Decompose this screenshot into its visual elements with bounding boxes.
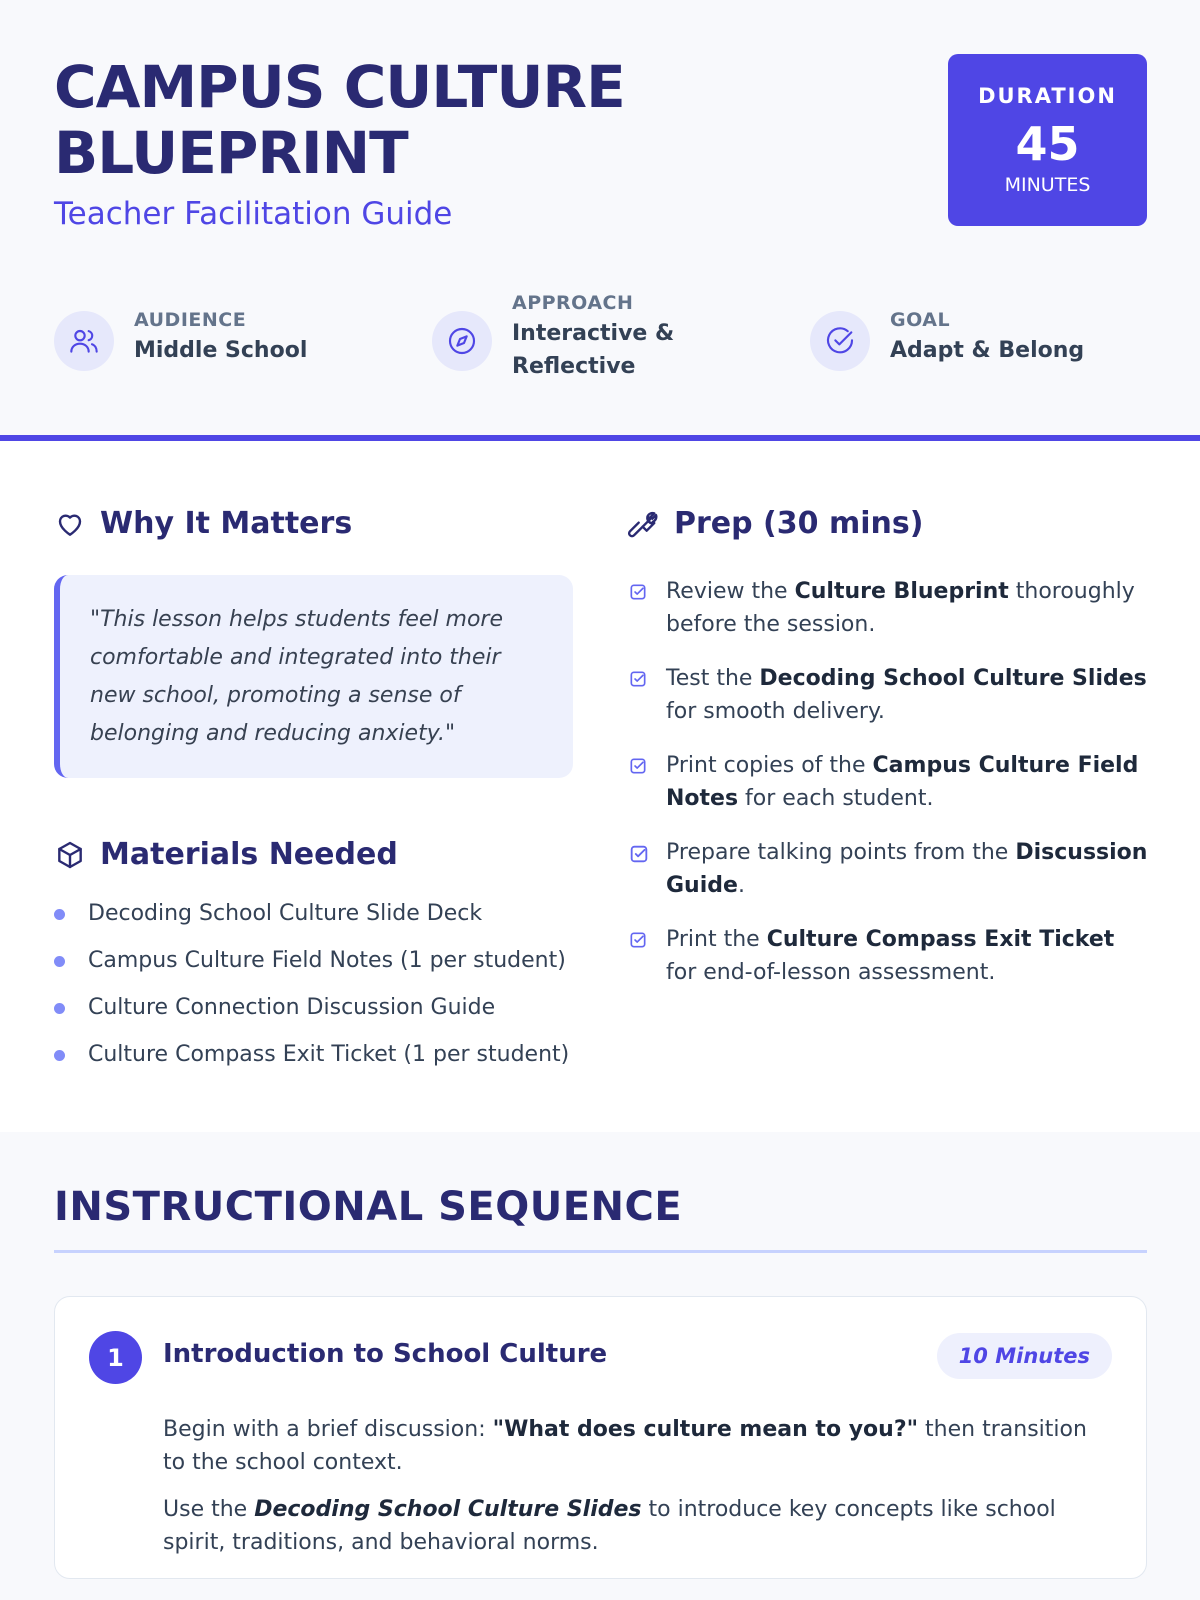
- prep-bold: Campus Culture Field Notes: [666, 753, 1139, 811]
- duration-value: 45: [1015, 117, 1080, 171]
- meta-audience: [54, 295, 384, 385]
- duration-unit: MINUTES: [1004, 174, 1091, 196]
- prep-text: Print copies of the: [666, 753, 873, 778]
- title-line-1: CAMPUS CULTURE: [54, 53, 625, 121]
- materials-list: [54, 900, 594, 1088]
- step-text: to introduce key concepts like school spirit, traditions, and behavioral norms.: [163, 1497, 1056, 1555]
- checkbox-icon: [628, 669, 648, 689]
- prep-text: .: [737, 873, 745, 898]
- title-line-2: BLUEPRINT: [54, 119, 408, 187]
- meta-goal: [810, 295, 1140, 385]
- users-icon: [54, 311, 114, 371]
- instructional-sequence: [0, 1132, 1200, 1600]
- page-title: [54, 54, 814, 186]
- why-heading: [54, 506, 352, 541]
- step-bold: "What does culture mean to you?": [492, 1417, 919, 1442]
- meta-value-line-2: Reflective: [512, 354, 636, 379]
- checkbox-icon: [628, 843, 650, 865]
- list-item: Culture Connection Discussion Guide: [54, 994, 594, 1041]
- list-item: Decoding School Culture Slide Deck: [54, 900, 594, 947]
- prep-text: Prepare talking points from the: [666, 840, 1016, 865]
- heart-icon: [54, 508, 86, 540]
- step-paragraph: [163, 1493, 1103, 1559]
- sequence-step: [54, 1296, 1147, 1579]
- compass-icon: [432, 311, 492, 371]
- checkbox-icon: [628, 930, 648, 950]
- step-text: then transition to the school context.: [163, 1417, 1087, 1475]
- prep-list: [628, 575, 1148, 1010]
- prep-heading-text: Prep (30 mins): [674, 506, 924, 541]
- prep-text: thoroughly before the session.: [666, 579, 1135, 637]
- prep-item: [628, 749, 1148, 815]
- box-icon: [54, 839, 86, 871]
- why-heading-text: Why It Matters: [100, 506, 353, 541]
- meta-label: AUDIENCE: [134, 309, 247, 331]
- duration-label: DURATION: [978, 84, 1117, 108]
- step-text: Use the: [163, 1497, 255, 1522]
- divider: [54, 1250, 1147, 1253]
- prep-text: Review the: [666, 579, 795, 604]
- meta-approach: [432, 292, 762, 385]
- step-title: Introduction to School Culture: [163, 1339, 608, 1369]
- step-paragraph: [163, 1413, 1103, 1479]
- prep-text: Print the: [666, 927, 767, 952]
- checkbox-icon: [628, 756, 648, 776]
- prep-heading: [628, 506, 923, 541]
- page-subtitle: Teacher Facilitation Guide: [54, 196, 453, 232]
- prep-bold: Culture Compass Exit Ticket: [766, 927, 1115, 952]
- prep-text: for end-of-lesson assessment.: [666, 960, 996, 985]
- list-item: Campus Culture Field Notes (1 per student): [54, 947, 594, 994]
- prep-bold: Discussion Guide: [666, 840, 1148, 898]
- check-circle-icon: [810, 311, 870, 371]
- why-quote: "This lesson helps students feel more comfortable and integrated into their new school, promoting a sense of belonging and reducing anxiety.": [54, 575, 573, 778]
- meta-value-line-1: Interactive &: [512, 321, 675, 346]
- wrench-icon: [628, 508, 660, 540]
- prep-bold: Culture Blueprint: [794, 579, 1009, 604]
- step-number: 1: [89, 1331, 142, 1384]
- step-text: Begin with a brief discussion:: [163, 1417, 493, 1442]
- list-item: Culture Compass Exit Ticket (1 per student): [54, 1041, 594, 1088]
- sequence-heading: INSTRUCTIONAL SEQUENCE: [54, 1184, 683, 1230]
- prep-item: [628, 923, 1148, 989]
- materials-heading: [54, 837, 398, 872]
- prep-bold: Decoding School Culture Slides: [759, 666, 1147, 691]
- meta-value: [512, 317, 732, 383]
- prep-item: [628, 575, 1148, 641]
- prep-item: [628, 836, 1148, 902]
- meta-value: Adapt & Belong: [890, 338, 1085, 363]
- prep-text: for each student.: [738, 786, 934, 811]
- duration-badge: [948, 54, 1147, 226]
- step-duration-badge: 10 Minutes: [937, 1333, 1112, 1379]
- header: [0, 0, 1200, 441]
- prep-item: [628, 662, 1148, 728]
- meta-label: GOAL: [890, 309, 951, 331]
- meta-label: APPROACH: [512, 292, 634, 314]
- materials-heading-text: Materials Needed: [100, 837, 398, 872]
- checkbox-icon: [628, 582, 648, 602]
- prep-text: for smooth delivery.: [666, 699, 885, 724]
- step-emphasis: Decoding School Culture Slides: [254, 1497, 642, 1522]
- prep-text: Test the: [666, 666, 760, 691]
- meta-value: Middle School: [134, 338, 308, 363]
